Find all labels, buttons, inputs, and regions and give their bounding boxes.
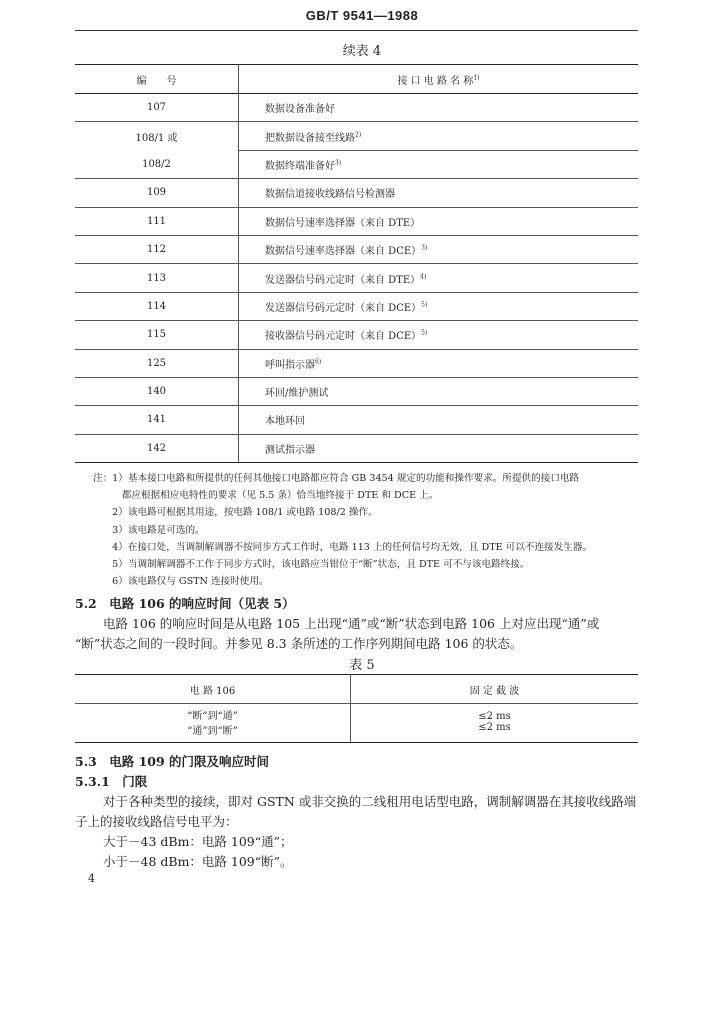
table4-number-cell: 108/1 或	[75, 122, 239, 150]
table4-col-name: 接 口 电 路 名 称$^{1)}$	[239, 65, 639, 94]
footnote-marker: 2)	[355, 131, 362, 139]
table4-name-cell	[239, 406, 639, 434]
table4-number-cell: 115	[75, 321, 239, 349]
table4-number-cell: 125	[75, 349, 239, 377]
table-row	[75, 179, 638, 207]
table5-col-circuit: 电 路 106	[75, 675, 351, 704]
table4-name-cell	[239, 179, 639, 207]
section-5-3-1-paragraph: 对于各种类型的接续，即对 GSTN 或非交换的二线租用电话型电路，调制解调器在其接收线路端	[103, 794, 637, 809]
table5-cell: ≤2 ms	[351, 722, 639, 743]
table4-number-cell: 111	[75, 207, 239, 235]
table-row	[75, 207, 638, 235]
table5	[75, 674, 638, 743]
circuit-name: 发送器信号码元定时（来自 DCE）	[265, 302, 422, 314]
circuit-name: 测试指示器	[265, 444, 315, 456]
page-number: 4	[88, 872, 95, 885]
table-row	[75, 122, 638, 150]
circuit-name: 环回/维护测试	[265, 388, 329, 400]
table4-name-cell	[239, 122, 639, 150]
table-row	[75, 94, 638, 122]
table5-cell: ≤2 ms	[478, 711, 511, 722]
circuit-name: 把数据设备接至线路	[265, 132, 355, 144]
table-row	[75, 434, 638, 462]
table4-number-cell: 140	[75, 377, 239, 405]
table4-name-cell	[239, 321, 639, 349]
table5-caption: 表 5	[349, 658, 375, 673]
circuit-name: 数据信号速率选择器（来自 DCE）	[265, 246, 422, 258]
circuit-name: 数据信号速率选择器（来自 DTE）	[265, 217, 421, 229]
note-line: 注：1）基本接口电路和所提供的任何其他接口电路都应符合 GB 3454 规定的功能和操作要求。所提供的接口电路	[93, 473, 580, 484]
table4-number-cell: 108/2	[75, 150, 239, 178]
footnote-marker: 4)	[420, 273, 427, 281]
threshold-on: 大于－43 dBm：电路 109“通”；	[103, 834, 293, 849]
section-5-3-1-heading: 5.3.1 门限	[75, 774, 148, 789]
note-line: 4）在接口处，当调制解调器不按同步方式工作时，电路 113 上的任何信号均无效，且 DTE 可以不连接发生器。	[93, 541, 593, 553]
footnote-marker: 6)	[315, 358, 322, 366]
table4-col-number: 编 号	[75, 65, 239, 94]
circuit-name: 数据终端准备好	[265, 160, 335, 172]
table4-number-cell: 142	[75, 434, 239, 462]
table5-col-value: 固 定 截 波	[351, 675, 639, 704]
table-row	[75, 704, 638, 723]
table-row	[75, 235, 638, 263]
table4-name-cell	[239, 264, 639, 292]
table4-number-cell: 112	[75, 235, 239, 263]
table-row	[75, 150, 638, 178]
table-row	[75, 292, 638, 320]
footnote-marker: 5)	[421, 329, 428, 337]
note-line: 都应根据相应电特性的要求（见 5.5 条）恰当地终接于 DTE 和 DCE 上。	[93, 490, 439, 502]
table4-name-cell	[239, 292, 639, 320]
document-header: GB/T 9541—1988	[305, 8, 419, 23]
section-5-2-heading: 5.2 电路 106 的响应时间（见表 5）	[75, 596, 295, 611]
section-5-3-heading: 5.3 电路 109 的门限及响应时间	[75, 754, 270, 769]
table4-name-cell	[239, 207, 639, 235]
table4-number-cell: 114	[75, 292, 239, 320]
table-row	[75, 264, 638, 292]
table4-name-cell	[239, 150, 639, 178]
table4	[75, 64, 638, 463]
table4-number-cell: 141	[75, 406, 239, 434]
table4-caption: 续表 4	[342, 44, 382, 59]
circuit-name: 本地环回	[265, 416, 305, 428]
section-5-2-paragraph: “断”状态之间的一段时间。并参见 8.3 条所述的工作序列期间电路 106 的状态。	[75, 636, 523, 651]
note-line: 3）该电路是可选的。	[93, 524, 205, 536]
table4-name-cell	[239, 377, 639, 405]
section-5-3-1-paragraph: 子上的接收线路信号电平为：	[75, 814, 238, 829]
table4-notes	[93, 470, 653, 590]
table4-name-cell	[239, 235, 639, 263]
table4-name-cell	[239, 94, 639, 122]
footnote-marker: 3)	[335, 159, 342, 167]
table-row	[75, 722, 638, 743]
note-line: 5）当调制解调器不工作于同步方式时，该电路应当钳位于“断”状态，且 DTE 可不与该电路终接。	[93, 559, 530, 571]
table-row	[75, 321, 638, 349]
circuit-name: 数据信道接收线路信号检测器	[265, 189, 395, 201]
table-row	[75, 377, 638, 405]
table5-header-row	[75, 675, 638, 704]
note-line: 6）该电路仅与 GSTN 连接时使用。	[93, 576, 269, 588]
section-5-2-paragraph: 电路 106 的响应时间是从电路 105 上出现“通”或“断”状态到电路 106 上对应出现“通”或	[103, 616, 600, 631]
table4-name-cell	[239, 349, 639, 377]
header-rule	[75, 30, 638, 31]
circuit-name: 接收器信号码元定时（来自 DCE）	[265, 331, 422, 343]
threshold-off: 小于－48 dBm：电路 109“断”。	[103, 854, 293, 869]
table5-cell: “断”到“通”	[75, 704, 351, 723]
table4-number-cell: 113	[75, 264, 239, 292]
note-line: 2）该电路可根据其用途，按电路 108/1 或电路 108/2 操作。	[93, 507, 378, 519]
table4-number-cell: 109	[75, 179, 239, 207]
table-row	[75, 349, 638, 377]
footnote-marker: 5)	[421, 301, 428, 309]
table4-number-cell: 107	[75, 94, 239, 122]
footnote-marker: 3)	[421, 244, 428, 252]
circuit-name: 呼叫指示器	[265, 359, 315, 371]
circuit-name: 数据设备准备好	[265, 104, 335, 116]
circuit-name: 发送器信号码元定时（来自 DTE）	[265, 274, 421, 286]
table4-header-row	[75, 65, 638, 94]
table4-name-cell	[239, 434, 639, 462]
table-row	[75, 406, 638, 434]
table5-cell: “通”到“断”	[75, 722, 351, 743]
